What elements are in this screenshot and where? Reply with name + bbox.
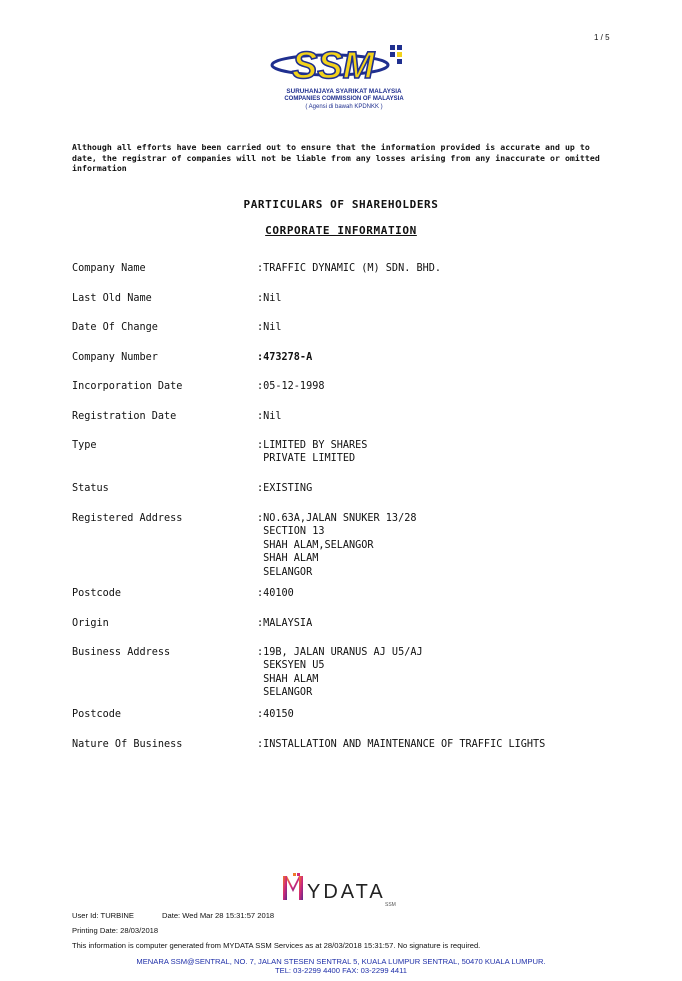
field-label-registered-address: Registered Address (72, 513, 183, 524)
footer-address: MENARA SSM@SENTRAL, NO. 7, JALAN STESEN SENTRAL 5, KUALA LUMPUR SENTRAL, 50470 KUALA LUMPUR. (136, 957, 546, 966)
generated-date: Date: Wed Mar 28 15:31:57 2018 (162, 911, 275, 920)
field-label-date-of-change: Date Of Change (72, 322, 158, 333)
field-label-company-number: Company Number (72, 352, 158, 363)
field-value-registered-address: :NO.63A,JALAN SNUKER 13/28 SECTION 13 SHAH ALAM,SELANGOR SHAH ALAM SELANGOR (257, 513, 417, 578)
field-value-last-old-name: :Nil (257, 293, 282, 304)
user-id: User Id: TURBINE (72, 911, 134, 920)
page-title: PARTICULARS OF SHAREHOLDERS (243, 198, 439, 211)
field-value-incorporation-date: :05-12-1998 (257, 381, 325, 392)
footer-contact: TEL: 03-2299 4400 FAX: 03-2299 4411 (274, 966, 407, 975)
field-label-company-name: Company Name (72, 263, 146, 274)
field-value-registration-date: :Nil (257, 411, 282, 422)
field-label-status: Status (72, 483, 109, 494)
field-label-origin: Origin (72, 618, 109, 629)
field-label-incorporation-date: Incorporation Date (72, 381, 183, 392)
field-label-last-old-name: Last Old Name (72, 293, 152, 304)
page-number: 1 / 5 (594, 33, 610, 42)
field-value-status: :EXISTING (257, 483, 313, 494)
field-value-company-name: :TRAFFIC DYNAMIC (M) SDN. BHD. (257, 263, 442, 274)
field-value-postcode-registered: :40100 (257, 588, 294, 599)
field-label-type: Type (72, 440, 97, 451)
field-value-nature-of-business: :INSTALLATION AND MAINTENANCE OF TRAFFIC LIGHTS (257, 739, 546, 750)
field-label-nature-of-business: Nature Of Business (72, 739, 183, 750)
ssm-logo-text: SSM (292, 45, 375, 87)
field-label-business-address: Business Address (72, 647, 171, 658)
field-value-date-of-change: :Nil (257, 322, 282, 333)
field-value-business-address: :19B, JALAN URANUS AJ U5/AJ SEKSYEN U5 SHAH ALAM SELANGOR (257, 647, 423, 699)
logo-line-1: SURUHANJAYA SYARIKAT MALAYSIA (286, 88, 402, 95)
field-value-company-number: :473278-A (257, 352, 313, 363)
field-value-postcode-business: :40150 (257, 709, 294, 720)
logo-line-2: COMPANIES COMMISSION OF MALAYSIA (284, 96, 404, 102)
printing-date: Printing Date: 28/03/2018 (72, 926, 159, 935)
field-label-postcode-registered: Postcode (72, 588, 122, 599)
section-title: CORPORATE INFORMATION (265, 224, 417, 237)
field-value-type: :LIMITED BY SHARES PRIVATE LIMITED (257, 440, 368, 465)
generated-note: This information is computer generated from MYDATA SSM Services as at 28/03/2018 15:31:57. No signature is required. (72, 941, 481, 950)
field-label-postcode-business: Postcode (72, 709, 122, 720)
disclaimer: Although all efforts have been carried out to ensure that the information provided is accurate and up to date, the registrar of companies will not be liable from any losses arising from any inaccurate or omitted information (72, 142, 600, 174)
logo-line-3: ( Agensi di bawah KPDNKK ) (305, 104, 383, 110)
field-value-origin: :MALAYSIA (257, 618, 313, 629)
field-label-registration-date: Registration Date (72, 411, 177, 422)
svg-text:YDATA: YDATA (307, 881, 386, 903)
mydata-logo (279, 871, 404, 911)
mydata-logo-sub: SSM (385, 902, 396, 908)
